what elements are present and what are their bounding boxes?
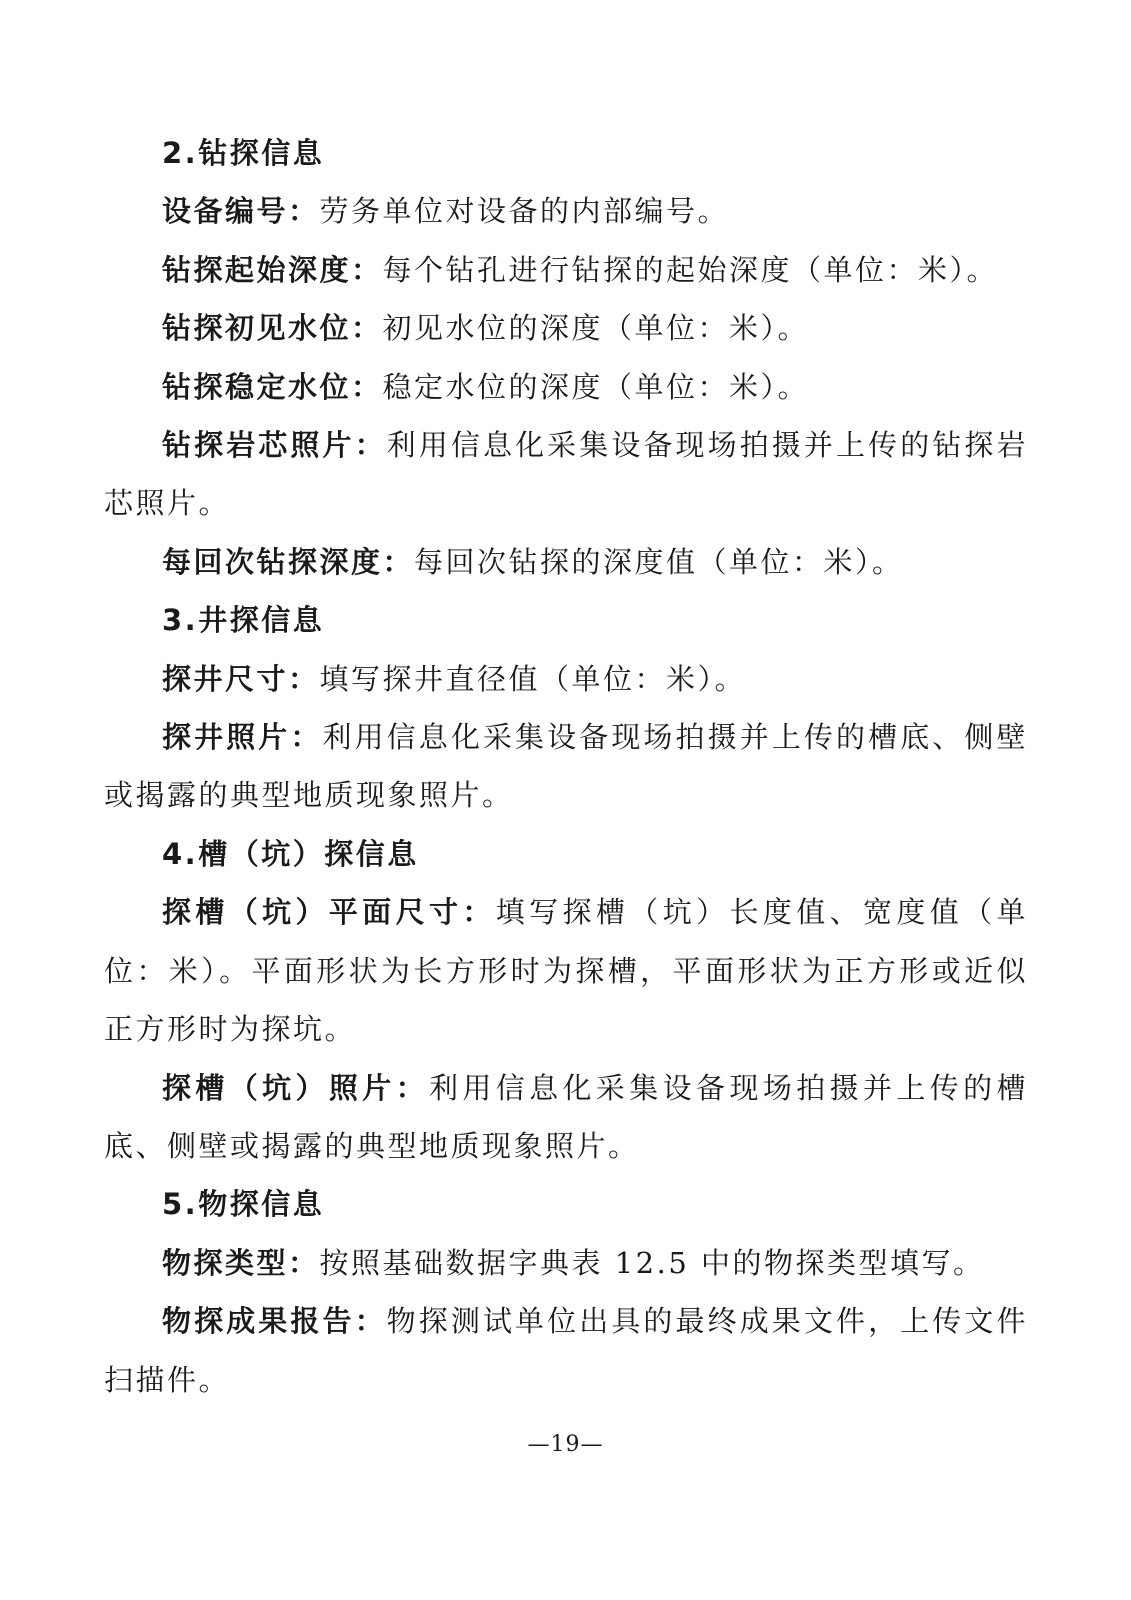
definition-desc: 利用信息化采集设备现场拍摄并上传的槽底、侧壁或揭露的典型地质现象照片。 bbox=[104, 720, 1028, 813]
definition-term: 探井尺寸： bbox=[162, 661, 320, 696]
document-body bbox=[104, 124, 1028, 1409]
definition-term: 物探类型： bbox=[162, 1245, 320, 1280]
definition-desc: 每个钻孔进行钻探的起始深度（单位：米）。 bbox=[382, 252, 999, 287]
definition-item bbox=[104, 358, 1028, 416]
definition-desc: 劳务单位对设备的内部编号。 bbox=[319, 194, 730, 229]
definition-item bbox=[104, 533, 1028, 591]
definition-desc: 利用信息化采集设备现场拍摄并上传的钻探岩芯照片。 bbox=[104, 428, 1028, 521]
page-number: —19— bbox=[527, 1432, 604, 1457]
definition-desc: 填写探槽（坑）长度值、宽度值（单位：米）。平面形状为长方形时为探槽，平面形状为正方形或近似正方形时为探坑。 bbox=[104, 895, 1028, 1047]
definition-item bbox=[104, 1059, 1028, 1176]
definition-term: 探槽（坑）平面尺寸： bbox=[162, 895, 496, 930]
definition-term: 钻探初见水位： bbox=[162, 311, 383, 346]
definition-item bbox=[104, 241, 1028, 299]
definition-desc: 物探测试单位出具的最终成果文件，上传文件扫描件。 bbox=[104, 1304, 1028, 1397]
definition-desc: 稳定水位的深度（单位：米）。 bbox=[382, 369, 810, 404]
definition-term: 探井照片： bbox=[162, 720, 323, 755]
definition-term: 钻探岩芯照片： bbox=[162, 428, 387, 463]
section-heading-trench: 4.槽（坑）探信息 bbox=[162, 836, 419, 871]
definition-desc: 按照基础数据字典表 12.5 中的物探类型填写。 bbox=[319, 1245, 985, 1280]
definition-item bbox=[104, 1234, 1028, 1292]
definition-item bbox=[104, 883, 1028, 1058]
definition-term: 钻探稳定水位： bbox=[162, 369, 383, 404]
definition-desc: 填写探井直径值（单位：米）。 bbox=[319, 661, 747, 696]
definition-desc: 利用信息化采集设备现场拍摄并上传的槽底、侧壁或揭露的典型地质现象照片。 bbox=[104, 1070, 1028, 1163]
definition-desc: 初见水位的深度（单位：米）。 bbox=[382, 311, 810, 346]
definition-desc: 每回次钻探的深度值（单位：米）。 bbox=[414, 544, 904, 579]
section-heading-well: 3.井探信息 bbox=[162, 603, 325, 638]
definition-term: 物探成果报告： bbox=[162, 1304, 387, 1339]
definition-term: 钻探起始深度： bbox=[162, 252, 383, 287]
section-heading-geophysics: 5.物探信息 bbox=[162, 1187, 325, 1222]
definition-term: 每回次钻探深度： bbox=[162, 544, 415, 579]
definition-item bbox=[104, 416, 1028, 533]
definition-item bbox=[104, 650, 1028, 708]
definition-term: 设备编号： bbox=[162, 194, 320, 229]
definition-item bbox=[104, 708, 1028, 825]
definition-term: 探槽（坑）照片： bbox=[162, 1070, 430, 1105]
definition-item bbox=[104, 1292, 1028, 1409]
definition-item bbox=[104, 182, 1028, 240]
definition-item bbox=[104, 299, 1028, 357]
section-heading-drilling: 2.钻探信息 bbox=[162, 136, 325, 170]
